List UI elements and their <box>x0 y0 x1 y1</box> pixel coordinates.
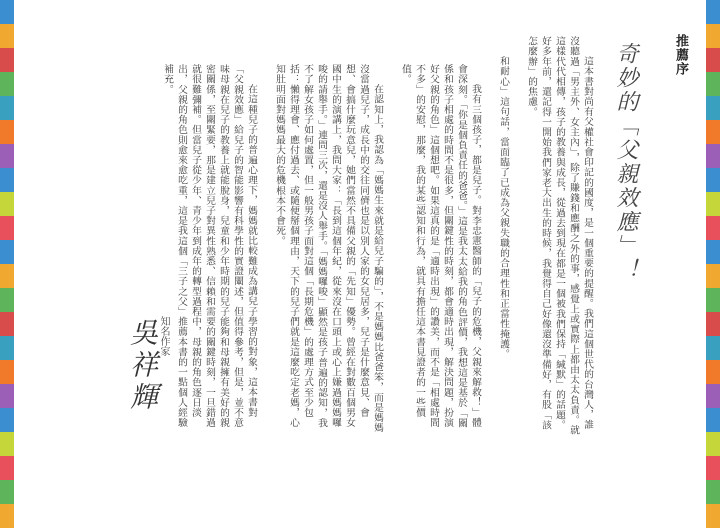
color-stripe <box>706 0 720 24</box>
color-stripe <box>0 408 14 432</box>
signature-name: 吳祥輝 <box>126 318 159 414</box>
color-stripe <box>706 216 720 240</box>
color-stripe <box>706 384 720 408</box>
color-stripe <box>0 432 14 456</box>
color-stripe <box>0 336 14 360</box>
color-stripe <box>0 24 14 48</box>
left-color-stripes <box>0 0 14 528</box>
section-label: 推薦序 <box>673 34 688 76</box>
color-stripe <box>706 144 720 168</box>
color-stripe <box>0 48 14 72</box>
color-stripe <box>706 432 720 456</box>
paragraph: 我有三個孩子，都是兒子。對李忠憲醫師的「兒子的危機，父親來解救！」體會深刻。「你是個負責任的爸爸。」這是我太太給我的角色評價，我想這是基於「關係和孩子相處的時間不是很多，但關鍵性的時刻，都會適時出現，解決問題，扮演好父親的角色」這個想吧。如果這真的是「適時出現」的讚美，而不是「相處時間不多」的安慰，那麼，我的某些認知和行為，就具有擔任這本書見證者的一些價值。 <box>400 64 481 428</box>
color-stripe <box>706 456 720 480</box>
color-stripe <box>0 96 14 120</box>
color-stripe <box>0 72 14 96</box>
color-stripe <box>0 240 14 264</box>
color-stripe <box>0 504 14 528</box>
color-stripe <box>0 384 14 408</box>
color-stripe <box>706 192 720 216</box>
color-stripe <box>706 504 720 528</box>
color-stripe <box>0 168 14 192</box>
color-stripe <box>706 48 720 72</box>
color-stripe <box>0 120 14 144</box>
book-page <box>14 0 706 528</box>
color-stripe <box>0 288 14 312</box>
color-stripe <box>706 336 720 360</box>
color-stripe <box>706 168 720 192</box>
color-stripe <box>0 456 14 480</box>
color-stripe <box>706 240 720 264</box>
signature-role: 知名作家 <box>158 316 169 356</box>
paragraph: 在這種兒子的普遍心理下，媽媽就比較難成為講兒子學習的對象，這本書對「父親效應」給兒子的智能影響有科學性的實證闡述，但值得參考，但是，並不意味母親在兒子的教養上就能脫身，兒童和少年時期的兒子能夠和母親擁有美好的親密關係，至關緊要，那是建立兒子對異性熟悉、信賴和需要的關鍵時刻，一旦錯過就很難彌補。但當兒子從少年、青少年到成年的轉型過程中，母親的角色逐日淡出，父親的角色則愈來愈吃重，這是我這個「三子之父」推薦本書的一點個人經驗補充。 <box>162 64 257 428</box>
color-stripe <box>706 96 720 120</box>
color-stripe <box>0 144 14 168</box>
body-text-block-1 <box>484 36 594 436</box>
color-stripe <box>0 0 14 24</box>
color-stripe <box>706 72 720 96</box>
body-text-block-2 <box>126 64 482 436</box>
color-stripe <box>706 288 720 312</box>
paragraph: 在認知上，我認為「媽媽生來就是給兒子騙的」，不是媽媽比爸爸笨，而是媽媽沒當過兒子，成長中的交往同儕也是以別人家的女兒居多，兒子是什麼意見、會想、會搞什麼玩意兒，她們當然不具備父親的「先知」優勢。曾經在對數百個男女國中生的演講上，我問大家：「長到這個年紀，從來沒在口頭上或心上嫌過媽媽囉唆的請舉手。」連問三次，還是沒人舉手。「媽媽囉唆」顯然是孩子普遍的認知，我不了解女孩子如何處置，但一般男孩子面對這個「長期危機」的處理方式至少包括：懶得理會、應付過去、或隨便掰個理由，天下的兒子們就是這麼吃定老媽，心知肚明面對媽媽最大的危機根本不會死。 <box>274 64 383 433</box>
paragraph: 這本書對尚有父權社會印記的國度，是一個重要的提醒。我們這個世代的台灣人，誰沒聽過「男主外、女主內」，除了賺錢和應酬之外的事，感覺上或實際上都由太太負責。就這樣代代相傳，孩子的教養與成長，從過去到現在都是一個被我們保持「緘默」的話題。好多年前，還記得一開始我們家老大出生的時候，我覺得自己好像還沒準備好，有股「該怎麼辦」的焦慮。 <box>526 36 593 436</box>
color-stripe <box>706 264 720 288</box>
color-stripe <box>0 312 14 336</box>
paragraph: 和耐心」這句話，當面臨了已成為父親失職的合理性和正當性掩護。 <box>498 55 509 359</box>
color-stripe <box>0 216 14 240</box>
color-stripe <box>706 120 720 144</box>
foreword-title: 奇妙的「父親效應」！ <box>613 42 638 282</box>
color-stripe <box>0 192 14 216</box>
color-stripe <box>706 408 720 432</box>
color-stripe <box>706 480 720 504</box>
color-stripe <box>0 480 14 504</box>
color-stripe <box>0 360 14 384</box>
color-stripe <box>706 312 720 336</box>
right-color-stripes <box>706 0 720 528</box>
color-stripe <box>706 24 720 48</box>
color-stripe <box>706 360 720 384</box>
color-stripe <box>0 264 14 288</box>
